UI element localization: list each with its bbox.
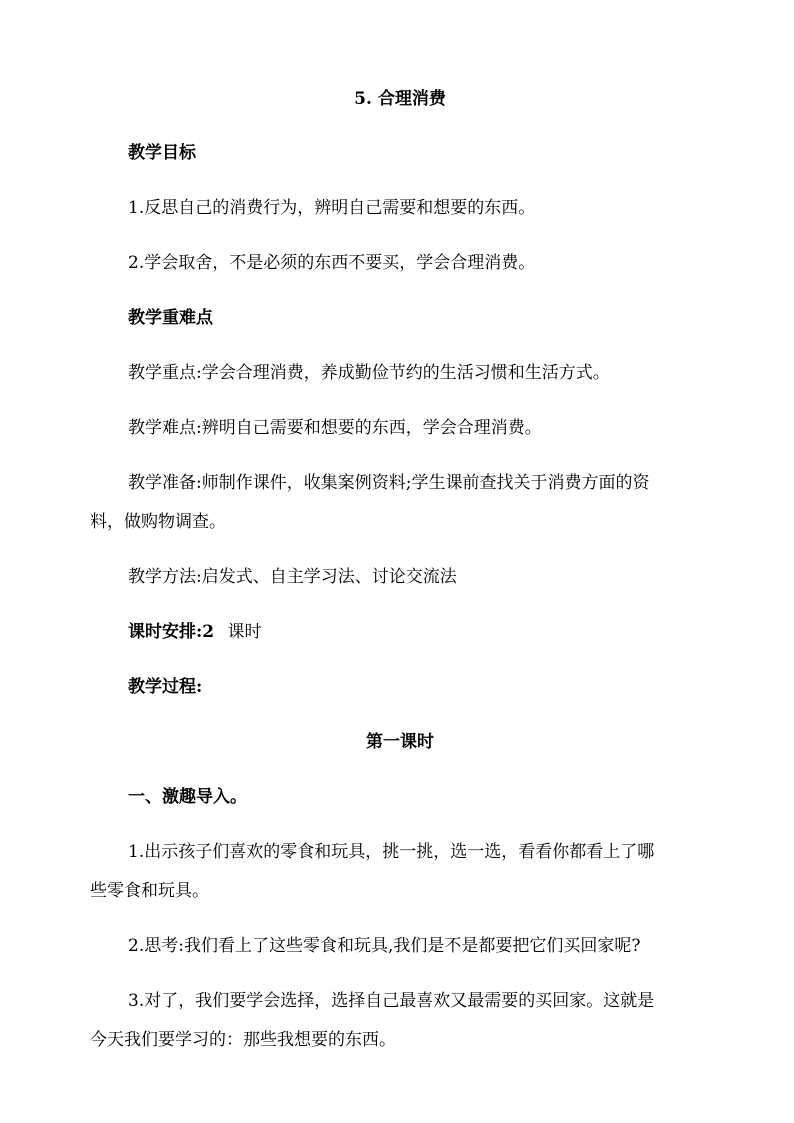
section-1-heading: 一、激趣导入。 <box>128 787 247 807</box>
schedule-text <box>90 621 710 643</box>
step-3-line-1: 3.对了，我们要学会选择，选择自己最喜欢又最需要的买回家。这就是 <box>128 991 655 1011</box>
schedule-label: 课时安排:2 <box>128 622 215 642</box>
goals-heading: 教学目标 <box>128 143 196 163</box>
key-point-text: 教学重点:学会合理消费，养成勤俭节约的生活习惯和生活方式。 <box>128 363 610 383</box>
preparation-text-line-1: 教学准备:师制作课件，收集案例资料;学生课前查找关于消费方面的资 <box>128 473 650 493</box>
goal-item-2: 2.学会取舍，不是必须的东西不要买，学会合理消费。 <box>128 253 536 273</box>
document-title: 5. 合理消费 <box>354 89 446 109</box>
document-page <box>90 0 710 1123</box>
step-3-line-2: 今天我们要学习的：那些我想要的东西。 <box>90 1030 396 1050</box>
step-2-text: 2.思考:我们看上了这些零食和玩具,我们是不是都要把它们买回家呢? <box>128 936 641 956</box>
step-1-line-2: 些零食和玩具。 <box>90 881 209 901</box>
process-heading: 教学过程: <box>128 677 203 697</box>
key-points-heading: 教学重难点 <box>128 308 213 328</box>
lesson-heading: 第一课时 <box>366 732 434 752</box>
difficult-point-text: 教学难点:辨明自己需要和想要的东西，学会合理消费。 <box>128 418 542 438</box>
step-1-line-1: 1.出示孩子们喜欢的零食和玩具，挑一挑，选一选，看看你都看上了哪 <box>128 842 655 862</box>
preparation-text-line-2: 料，做购物调查。 <box>90 512 226 532</box>
schedule-value: 课时 <box>227 622 262 642</box>
goal-item-1: 1.反思自己的消费行为，辨明自己需要和想要的东西。 <box>128 198 536 218</box>
methods-text: 教学方法:启发式、自主学习法、讨论交流法 <box>128 567 457 587</box>
